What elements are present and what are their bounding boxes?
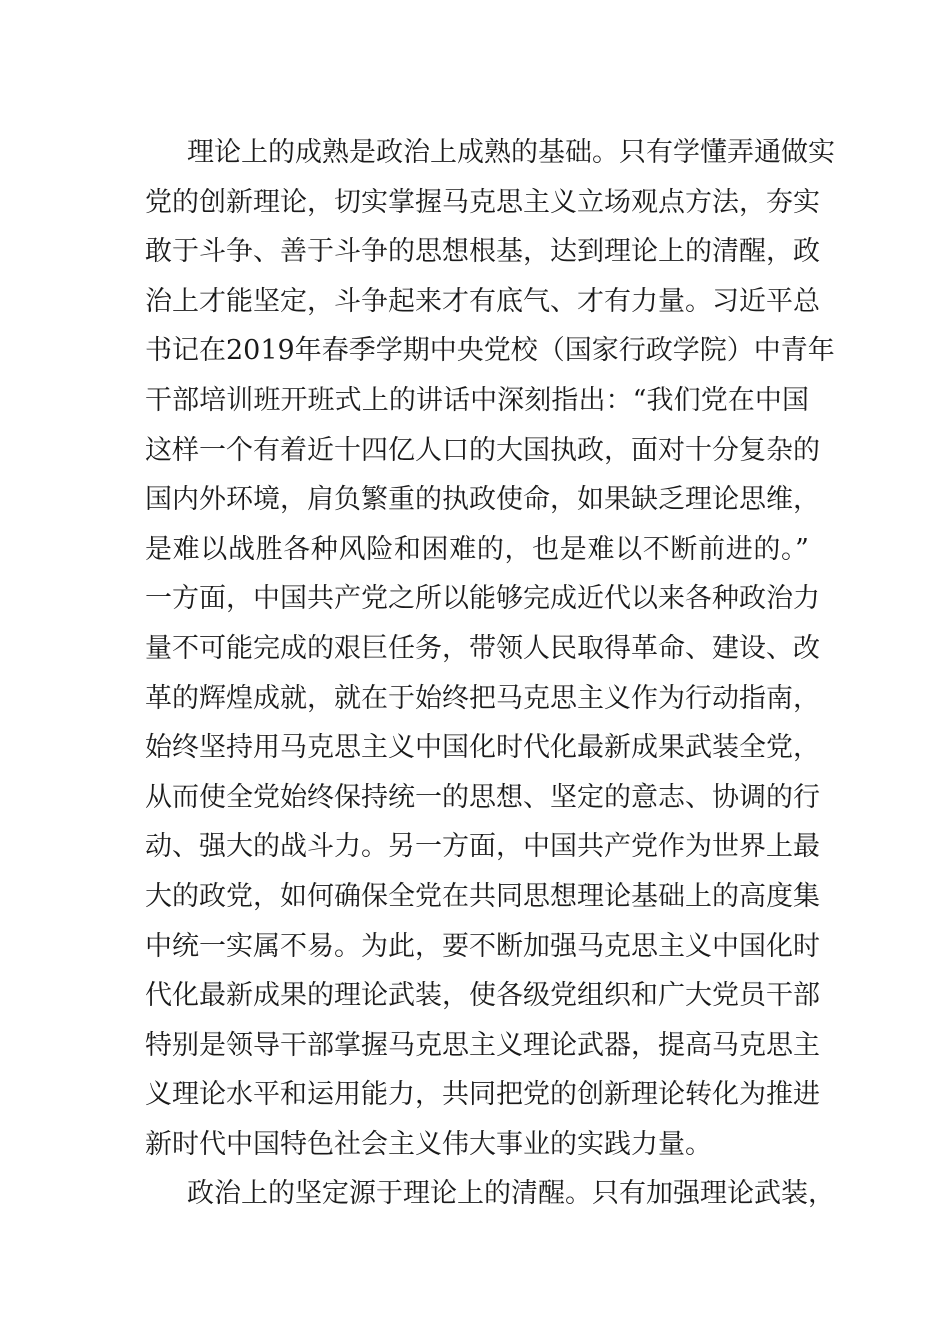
paragraph-line: 新时代中国特色社会主义伟大事业的实践力量。 (145, 1128, 712, 1160)
paragraph-line: 大的政党，如何确保全党在共同思想理论基础上的高度集 (145, 880, 820, 912)
paragraph-line: 治上才能坚定，斗争起来才有底气、才有力量。习近平总 (145, 285, 820, 317)
paragraph-line: 特别是领导干部掌握马克思主义理论武器，提高马克思主 (145, 1029, 820, 1061)
paragraph-line: 一方面，中国共产党之所以能够完成近代以来各种政治力 (145, 583, 820, 615)
paragraph-line: 始终坚持用马克思主义中国化时代化最新成果武装全党， (145, 732, 820, 764)
paragraph-line: 量不可能完成的艰巨任务，带领人民取得革命、建设、改 (145, 632, 820, 664)
document-body (145, 128, 835, 1219)
paragraph-line: 敢于斗争、善于斗争的思想根基，达到理论上的清醒，政 (145, 236, 820, 268)
paragraph-line: 中统一实属不易。为此，要不断加强马克思主义中国化时 (145, 930, 820, 962)
paragraph-line: 是难以战胜各种风险和困难的，也是难以不断前进的。” (145, 533, 809, 565)
paragraph-line: 这样一个有着近十四亿人口的大国执政，面对十分复杂的 (145, 434, 820, 466)
paragraph-line: 国内外环境，肩负繁重的执政使命，如果缺乏理论思维， (145, 484, 820, 516)
paragraph-line: 代化最新成果的理论武装，使各级党组织和广大党员干部 (145, 980, 820, 1012)
paragraph-1 (145, 128, 835, 1169)
paragraph-line: 理论上的成熟是政治上成熟的基础。只有学懂弄通做实 (187, 137, 835, 168)
paragraph-line: 从而使全党始终保持统一的思想、坚定的意志、协调的行 (145, 781, 820, 813)
paragraph-line: 干部培训班开班式上的讲话中深刻指出：“我们党在中国 (145, 384, 809, 416)
paragraph-2 (145, 1169, 835, 1219)
paragraph-line: 书记在2019年春季学期中央党校（国家行政学院）中青年 (145, 335, 835, 367)
paragraph-line: 义理论水平和运用能力，共同把党的创新理论转化为推进 (145, 1079, 820, 1111)
paragraph-line: 动、强大的战斗力。另一方面，中国共产党作为世界上最 (145, 831, 820, 863)
paragraph-line: 革的辉煌成就，就在于始终把马克思主义作为行动指南， (145, 682, 820, 714)
paragraph-line: 党的创新理论，切实掌握马克思主义立场观点方法，夯实 (145, 186, 820, 218)
paragraph-line: 政治上的坚定源于理论上的清醒。只有加强理论武装， (187, 1178, 835, 1210)
